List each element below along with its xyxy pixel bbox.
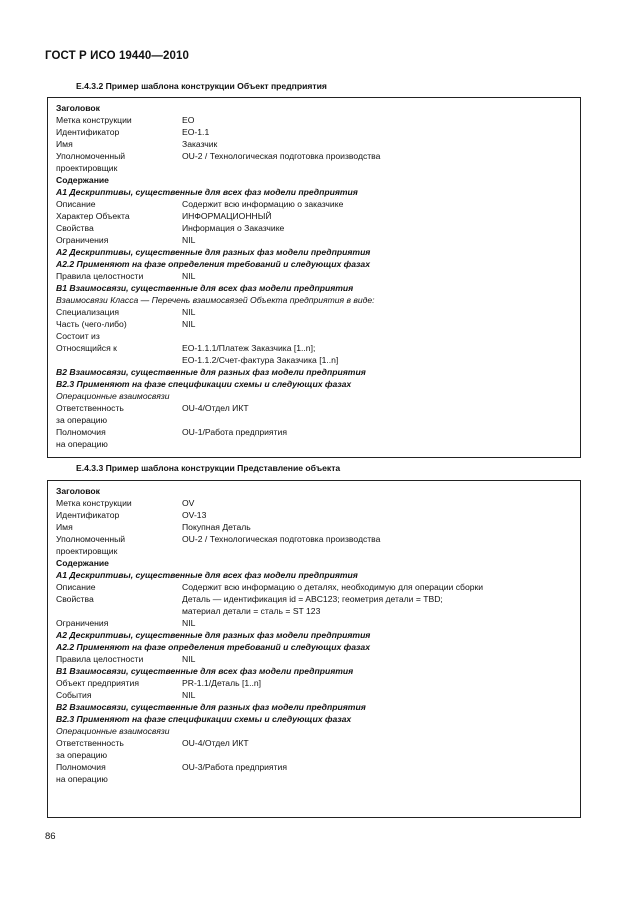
field-row bbox=[56, 126, 580, 138]
field-label: Ответственность bbox=[56, 738, 124, 748]
section-title-e433: Е.4.3.3 Пример шаблона конструкции Представление объекта bbox=[76, 463, 341, 473]
block-heading: Содержание bbox=[56, 175, 109, 185]
field-label: проектировщик bbox=[56, 546, 118, 556]
field-row bbox=[56, 438, 580, 450]
subsection-heading: В2.3 Применяют на фазе спецификации схемы и следующих фазах bbox=[56, 379, 352, 389]
field-label: Уполномоченный bbox=[56, 151, 126, 161]
field-label bbox=[56, 605, 182, 617]
field-label: Характер Объекта bbox=[56, 211, 130, 221]
field-value: OU-2 / Технологическая подготовка производства bbox=[182, 534, 381, 544]
field-value bbox=[182, 414, 580, 426]
field-label: за операцию bbox=[56, 750, 108, 760]
field-label bbox=[56, 354, 182, 366]
field-row bbox=[56, 330, 580, 342]
field-value: PR-1.1/Деталь [1..n] bbox=[182, 678, 262, 688]
page-number: 86 bbox=[45, 831, 56, 842]
field-value: OU-4/Отдел ИКТ bbox=[182, 738, 249, 748]
field-value: Информация о Заказчике bbox=[182, 223, 285, 233]
field-row bbox=[56, 521, 580, 533]
subsection-heading: В2 Взаимосвязи, существенные для разных фаз модели предприятия bbox=[56, 367, 366, 377]
field-value bbox=[182, 749, 580, 761]
subsection-heading: А2.2 Применяют на фазе определения требований и следующих фазах bbox=[56, 259, 370, 269]
field-row bbox=[56, 270, 580, 282]
field-value: NIL bbox=[182, 618, 196, 628]
subsection-heading: А1 Дескриптивы, существенные для всех фаз модели предприятия bbox=[56, 187, 358, 197]
field-value bbox=[182, 773, 580, 785]
field-value: Содержит всю информацию о заказчике bbox=[182, 199, 344, 209]
field-value: ИНФОРМАЦИОННЫЙ bbox=[182, 211, 272, 221]
template-box-enterprise-object bbox=[47, 97, 581, 458]
field-row bbox=[56, 689, 580, 701]
subsection-heading: А2.2 Применяют на фазе определения требований и следующих фазах bbox=[56, 642, 370, 652]
field-row bbox=[56, 653, 580, 665]
block-heading: Заголовок bbox=[56, 103, 100, 113]
field-label: События bbox=[56, 690, 92, 700]
field-label: Специализация bbox=[56, 307, 120, 317]
italic-note: Операционные взаимосвязи bbox=[56, 726, 170, 736]
field-row bbox=[56, 737, 580, 749]
field-row bbox=[56, 426, 580, 438]
field-value bbox=[182, 162, 580, 174]
field-value: NIL bbox=[182, 307, 196, 317]
subsection-heading: В2 Взаимосвязи, существенные для разных фаз модели предприятия bbox=[56, 702, 366, 712]
field-label: Полномочия bbox=[56, 427, 106, 437]
field-label: Идентификатор bbox=[56, 127, 120, 137]
field-row bbox=[56, 222, 580, 234]
field-value: Деталь — идентификация id = ABC123; геометрия детали = TBD; bbox=[182, 594, 443, 604]
field-value: NIL bbox=[182, 654, 196, 664]
field-value: NIL bbox=[182, 271, 196, 281]
field-row bbox=[56, 150, 580, 162]
field-value bbox=[182, 330, 580, 342]
field-row bbox=[56, 545, 580, 557]
field-label: Метка конструкции bbox=[56, 498, 132, 508]
field-value: Заказчик bbox=[182, 139, 218, 149]
field-label: Часть (чего-либо) bbox=[56, 319, 127, 329]
field-row bbox=[56, 318, 580, 330]
field-row bbox=[56, 677, 580, 689]
field-row bbox=[56, 581, 580, 593]
field-value: OV bbox=[182, 498, 195, 508]
subsection-heading: В1 Взаимосвязи, существенные для всех фаз модели предприятия bbox=[56, 666, 354, 676]
subsection-heading: А2 Дескриптивы, существенные для разных фаз модели предприятия bbox=[56, 630, 371, 640]
italic-note: Операционные взаимосвязи bbox=[56, 391, 170, 401]
field-label: Метка конструкции bbox=[56, 115, 132, 125]
field-value: OU-2 / Технологическая подготовка производства bbox=[182, 151, 381, 161]
subsection-heading: В2.3 Применяют на фазе спецификации схемы и следующих фазах bbox=[56, 714, 352, 724]
field-value bbox=[182, 438, 580, 450]
field-row bbox=[56, 593, 580, 605]
field-row bbox=[56, 605, 580, 617]
field-row bbox=[56, 138, 580, 150]
field-row bbox=[56, 749, 580, 761]
field-value: Покупная Деталь bbox=[182, 522, 251, 532]
field-label: Описание bbox=[56, 199, 96, 209]
field-value: OV-13 bbox=[182, 510, 207, 520]
field-label: Идентификатор bbox=[56, 510, 120, 520]
field-row bbox=[56, 210, 580, 222]
field-label: Относящийся к bbox=[56, 343, 117, 353]
field-row bbox=[56, 354, 580, 366]
field-label: за операцию bbox=[56, 415, 108, 425]
subsection-heading: В1 Взаимосвязи, существенные для всех фаз модели предприятия bbox=[56, 283, 354, 293]
field-row bbox=[56, 509, 580, 521]
field-label: Правила целостности bbox=[56, 654, 144, 664]
field-label: Ответственность bbox=[56, 403, 124, 413]
field-label: Уполномоченный bbox=[56, 534, 126, 544]
field-value: EO-1.1 bbox=[182, 127, 210, 137]
italic-note: Взаимосвязи Класса — Перечень взаимосвязей Объекта предприятия в виде: bbox=[56, 295, 375, 305]
field-row bbox=[56, 533, 580, 545]
field-label: Состоит из bbox=[56, 331, 100, 341]
field-label: Описание bbox=[56, 582, 96, 592]
field-row bbox=[56, 162, 580, 174]
field-value: NIL bbox=[182, 690, 196, 700]
field-label: на операцию bbox=[56, 439, 108, 449]
field-label: Правила целостности bbox=[56, 271, 144, 281]
field-value: Содержит всю информацию о деталях, необходимую для операции сборки bbox=[182, 582, 484, 592]
field-row bbox=[56, 306, 580, 318]
field-label: на операцию bbox=[56, 774, 108, 784]
field-value: NIL bbox=[182, 319, 196, 329]
field-label: Имя bbox=[56, 139, 73, 149]
field-label: Свойства bbox=[56, 594, 94, 604]
subsection-heading: А2 Дескриптивы, существенные для разных фаз модели предприятия bbox=[56, 247, 371, 257]
field-label: Объект предприятия bbox=[56, 678, 139, 688]
field-row bbox=[56, 414, 580, 426]
field-value: EO-1.1.1/Платеж Заказчика [1..n]; bbox=[182, 343, 316, 353]
field-value: материал детали = сталь = ST 123 bbox=[182, 606, 321, 616]
field-label: Ограничения bbox=[56, 235, 109, 245]
section-title-e432: Е.4.3.2 Пример шаблона конструкции Объект предприятия bbox=[76, 81, 327, 91]
field-row bbox=[56, 773, 580, 785]
field-value: OU-1/Работа предприятия bbox=[182, 427, 287, 437]
field-label: Ограничения bbox=[56, 618, 109, 628]
field-row bbox=[56, 761, 580, 773]
field-row bbox=[56, 402, 580, 414]
subsection-heading: А1 Дескриптивы, существенные для всех фаз модели предприятия bbox=[56, 570, 358, 580]
field-value: NIL bbox=[182, 235, 196, 245]
field-value bbox=[182, 545, 580, 557]
block-heading: Заголовок bbox=[56, 486, 100, 496]
field-label: проектировщик bbox=[56, 163, 118, 173]
field-row bbox=[56, 342, 580, 354]
document-header: ГОСТ Р ИСО 19440—2010 bbox=[45, 50, 190, 62]
field-value: EO bbox=[182, 115, 195, 125]
field-value: OU-4/Отдел ИКТ bbox=[182, 403, 249, 413]
field-row bbox=[56, 114, 580, 126]
field-label: Имя bbox=[56, 522, 73, 532]
field-label: Полномочия bbox=[56, 762, 106, 772]
field-row bbox=[56, 617, 580, 629]
field-row bbox=[56, 198, 580, 210]
template-box-object-view bbox=[47, 480, 581, 818]
field-value: OU-3/Работа предприятия bbox=[182, 762, 287, 772]
field-label: Свойства bbox=[56, 223, 94, 233]
field-row bbox=[56, 497, 580, 509]
block-heading: Содержание bbox=[56, 558, 109, 568]
field-value: EO-1.1.2/Счет-фактура Заказчика [1..n] bbox=[182, 355, 339, 365]
field-row bbox=[56, 234, 580, 246]
